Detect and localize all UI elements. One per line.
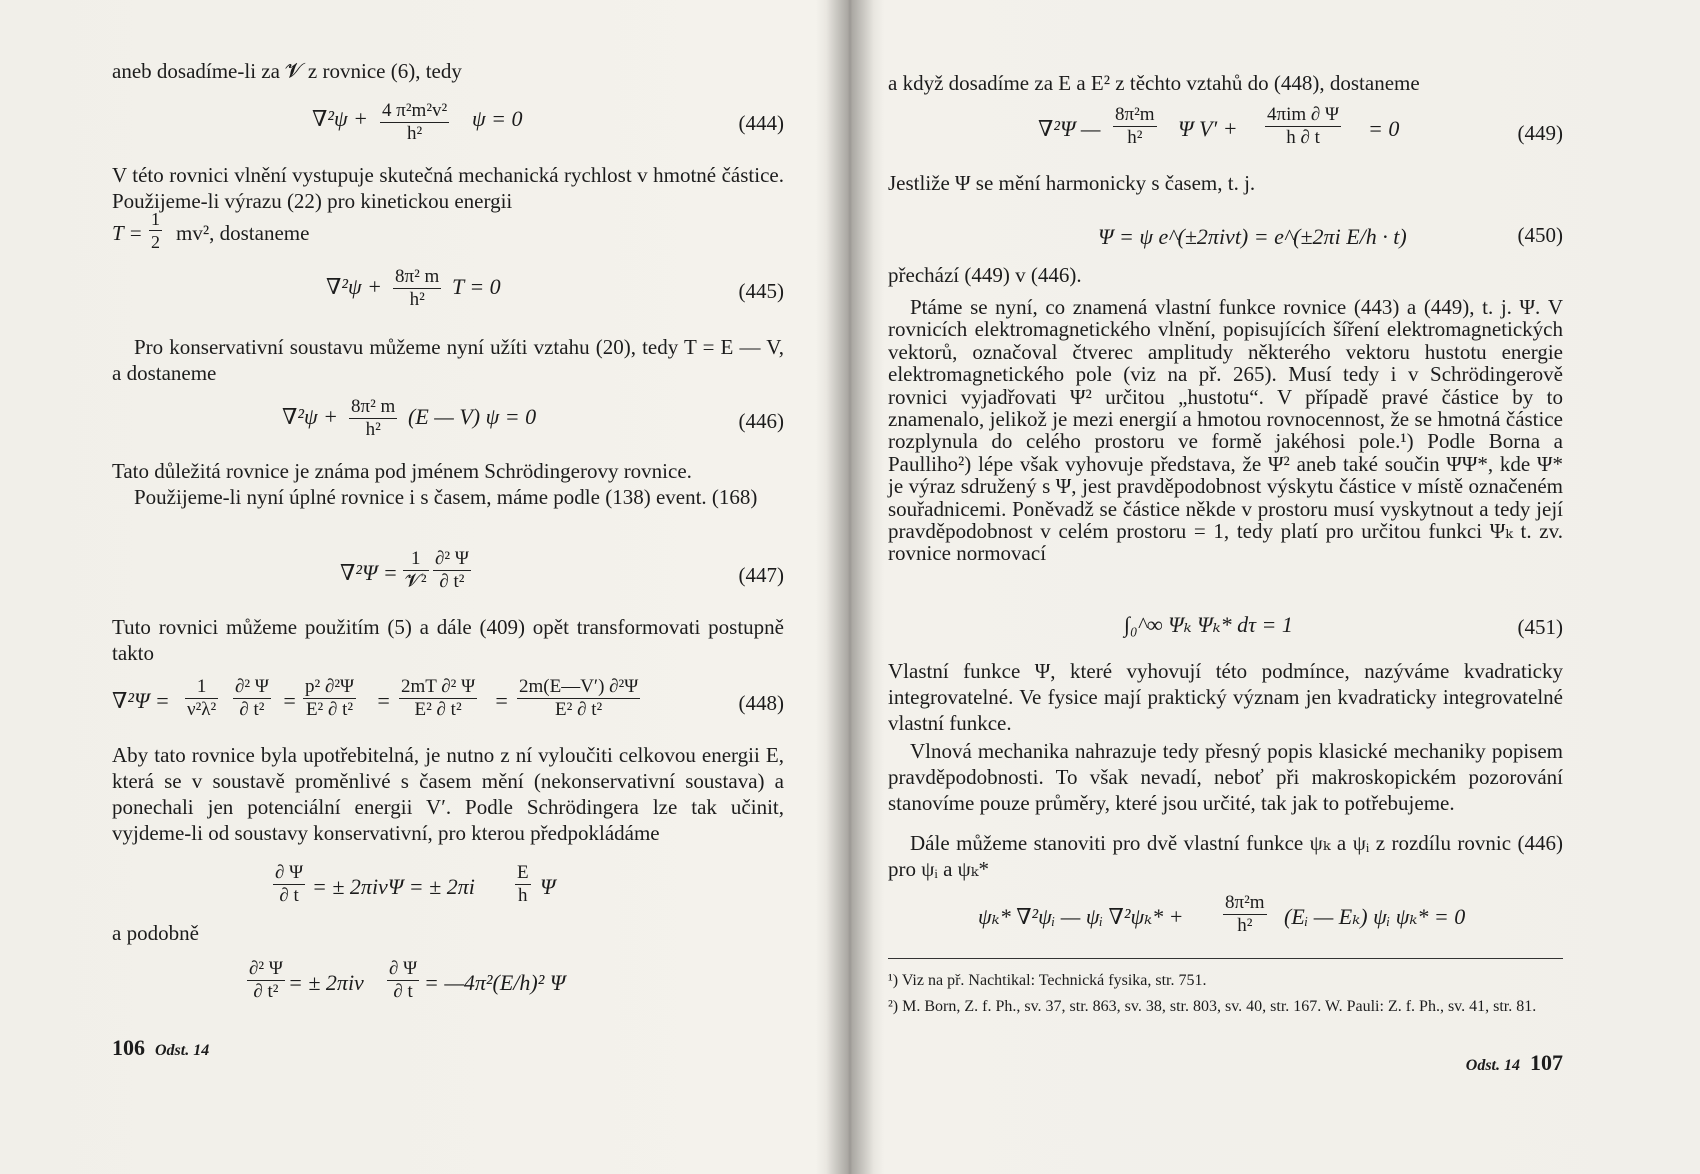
fraction <box>433 548 471 593</box>
equation-444 <box>112 100 784 144</box>
equation-lhs: ∇²ψ + <box>326 274 382 299</box>
equation-448 <box>112 676 784 720</box>
fraction-denominator: 𝓥² <box>405 571 427 592</box>
equation-number: (445) <box>738 279 784 303</box>
equation-end: = —4π²(E/h)² Ψ <box>424 970 566 995</box>
equation-difference <box>888 892 1563 936</box>
fraction-denominator: ν²λ² <box>187 699 217 720</box>
equation-lhs: ∇²ψ + <box>312 106 368 131</box>
equation-number: (444) <box>738 111 784 135</box>
fraction <box>399 676 477 721</box>
fraction <box>303 676 356 721</box>
equation-451 <box>888 604 1563 644</box>
formula-lhs: T = <box>112 221 143 245</box>
paragraph: Ptáme se nyní, co znamená vlastní funkce rovnice (443) a (449), t. j. Ψ. V rovnicích elektromagnetického vlnění, popisujících šíření elektromagnetických vektorů, označoval čtverec amplitudy některého vektoru hustotu energie elektromagnetického pole (viz na př. 265). Musí tedy i v Schrödingerově rovnici vyjadřovati Ψ² určitou „hustotu“. V případě pravé částice by to znamenalo, jelikož je mezi energií a hmotou rovnocennost, že se hmotná částice rozplynula do celého prostoru ve formě jakéhosi pole.¹) Podle Borna a Paulliho²) lépe však vyhovuje představa, že Ψ² aneb také součin ΨΨ*, kde Ψ* je výraz sdružený s Ψ, jest pravděpodobnost výskytu částice v místě označeném souřadnicemi. Poněvadž se částice někde v prostoru musí vyskytnout a tedy její pravděpodobnost v celém prostoru = 1, tedy platí pro určitou funkci Ψₖ t. zv. rovnice normovací <box>888 295 1563 566</box>
equation-rhs: = 0 <box>1368 116 1400 141</box>
fraction <box>273 862 305 907</box>
fraction-denominator: h² <box>409 289 425 310</box>
equation-number: (446) <box>738 409 784 433</box>
fraction <box>380 100 449 145</box>
fraction <box>1223 892 1267 937</box>
equation-number: (447) <box>738 563 784 587</box>
equation-449 <box>888 104 1563 148</box>
footnote: ²) M. Born, Z. f. Ph., sv. 37, str. 863, sv. 38, str. 803, sv. 40, str. 167. W. Pauli: Z. f. Ph., sv. 41, str. 81. <box>888 998 1537 1015</box>
fraction-denominator: E² ∂ t² <box>305 699 354 720</box>
fraction <box>393 266 441 311</box>
fraction-numerator: ∂² Ψ <box>249 958 283 979</box>
fraction-denominator: h² <box>1237 915 1253 936</box>
fraction-numerator: 8π² m <box>351 396 396 417</box>
equation-lhs: ∇²Ψ — <box>1038 116 1101 141</box>
page-footer <box>112 1035 219 1064</box>
fraction <box>349 396 397 441</box>
equation-rhs: T = 0 <box>452 274 501 299</box>
equation-number: (448) <box>738 691 784 715</box>
equation-lhs: ∇²Ψ = <box>112 688 170 713</box>
footnote: ¹) Viz na př. Nachtikal: Technická fysika, str. 751. <box>888 972 1207 989</box>
equation-middle: = ± 2πiν <box>288 970 364 995</box>
paragraph: Dále můžeme stanoviti pro dvě vlastní funkce ψₖ a ψᵢ z rozdílu rovnic (446) pro ψᵢ a ψₖ* <box>888 831 1563 881</box>
fraction-numerator: ∂² Ψ <box>435 548 469 569</box>
paragraph: Pro konservativní soustavu můžeme nyní užíti vztahu (20), tedy T = E — V, a dostaneme <box>112 335 784 385</box>
fraction <box>1113 104 1157 149</box>
equals-sign: = <box>376 688 391 713</box>
fraction-numerator: p² ∂²Ψ <box>305 676 355 697</box>
equation-expression: Ψ = ψ e^(±2πiνt) = e^(±2πi E/h · t) <box>1098 224 1407 249</box>
fraction-denominator: ∂ t² <box>239 699 265 720</box>
fraction-denominator: ∂ t <box>279 885 299 906</box>
paragraph: Tato důležitá rovnice je známa pod jménem Schrödingerovy rovnice. <box>112 459 692 483</box>
paragraph: Použijeme-li nyní úplné rovnice i s časem, máme podle (138) event. (168) <box>134 485 758 509</box>
fraction-denominator: h² <box>407 123 423 144</box>
fraction-numerator: 8π² m <box>395 266 440 287</box>
fraction-denominator: h² <box>1127 127 1143 148</box>
fraction-numerator: 4 π²m²v² <box>382 100 448 121</box>
fraction-numerator: 1 <box>403 548 429 571</box>
fraction-numerator: 4πim ∂ Ψ <box>1267 104 1340 125</box>
fraction-denominator: ∂ t² <box>253 981 279 1002</box>
fraction <box>387 958 419 1003</box>
equation-lhs: ψₖ* ∇²ψᵢ — ψᵢ ∇²ψₖ* + <box>978 904 1184 929</box>
fraction-numerator: 1 <box>185 676 218 699</box>
fraction <box>149 208 162 253</box>
equation-expression: ∫₀^∞ Ψₖ Ψₖ* dτ = 1 <box>1124 612 1293 637</box>
fraction <box>515 862 531 907</box>
paragraph: aneb dosadíme-li za 𝓥 z rovnice (6), tedy <box>112 59 462 83</box>
fraction-denominator: ∂ t <box>393 981 413 1002</box>
paragraph: Vlastní funkce Ψ, které vyhovují této podmínce, nazýváme kvadraticky integrovatelné. Ve fysice mají praktický význam jen kvadraticky integrovatelné vlastní funkce. <box>888 659 1563 735</box>
page-number: 106 <box>112 1035 145 1060</box>
equation-445 <box>112 266 784 310</box>
fraction <box>1265 104 1341 149</box>
page-number: 107 <box>1530 1050 1563 1075</box>
equation-rhs: (E — V) ψ = 0 <box>408 404 537 429</box>
paragraph: Jestliže Ψ se mění harmonicky s časem, t. j. <box>888 171 1256 195</box>
equation-rhs: (Eᵢ — Eₖ) ψᵢ ψₖ* = 0 <box>1284 904 1466 929</box>
section-label: Odst. 14 <box>155 1042 210 1059</box>
equation-446 <box>112 396 784 440</box>
fraction <box>403 548 429 593</box>
fraction-numerator: 1 <box>151 209 160 229</box>
fraction-numerator: 2m(E—V′) ∂²Ψ <box>519 676 639 697</box>
left-page <box>112 0 784 1174</box>
section-label: Odst. 14 <box>1465 1057 1520 1074</box>
equation-number: (449) <box>1517 121 1563 145</box>
paragraph: a podobně <box>112 921 199 945</box>
equation-middle: = ± 2πiνΨ = ± 2πi <box>312 874 475 899</box>
formula-rest: mv², dostaneme <box>176 221 310 245</box>
fraction-numerator: ∂ Ψ <box>389 958 418 979</box>
fraction-numerator: E <box>517 862 529 883</box>
paragraph: přechází (449) v (446). <box>888 263 1082 287</box>
equation-d2psi-dt2 <box>112 958 784 1002</box>
fraction-denominator: 2 <box>151 232 160 252</box>
fraction-numerator: ∂² Ψ <box>235 676 269 697</box>
fraction-numerator: 8π²m <box>1115 104 1155 125</box>
fraction <box>185 676 218 721</box>
fraction <box>247 958 285 1003</box>
equation-dpsi-dt <box>112 862 784 906</box>
paragraph: a když dosadíme za E a E² z těchto vztahů do (448), dostaneme <box>888 71 1420 95</box>
equation-end: Ψ <box>540 874 556 899</box>
page-footer <box>1456 1050 1563 1079</box>
equation-450 <box>888 214 1563 254</box>
equation-447 <box>112 548 784 592</box>
equation-middle: Ψ V′ + <box>1178 116 1238 141</box>
equation-rhs: ψ = 0 <box>472 106 523 131</box>
fraction-denominator: E² ∂ t² <box>555 699 603 720</box>
paragraph: V této rovnici vlnění vystupuje skutečná mechanická rychlost v hmotné částice. Použijeme-li výrazu (22) pro kinetickou energii <box>112 163 784 213</box>
right-page <box>888 0 1563 1174</box>
paragraph: Vlnová mechanika nahrazuje tedy přesný popis klasické mechaniky popisem pravděpodobnosti. To však nevadí, neboť při makroskopickém pozorování stanovíme pouze průměry, které jsou určité, tak jak to potřebujeme. <box>888 739 1563 815</box>
equation-lhs: ∇²Ψ = <box>340 560 398 585</box>
equals-sign: = <box>282 688 297 713</box>
equals-sign: = <box>494 688 509 713</box>
fraction <box>517 676 640 721</box>
fraction-numerator: 8π²m <box>1225 892 1265 913</box>
paragraph: Tuto rovnici můžeme použitím (5) a dále (409) opět transformovati postupně takto <box>112 615 784 665</box>
fraction-denominator: ∂ t² <box>439 571 465 592</box>
fraction-denominator: E² ∂ t² <box>414 699 462 720</box>
fraction-denominator: h <box>518 885 528 906</box>
equation-number: (451) <box>1517 615 1563 639</box>
paragraph: Aby tato rovnice byla upotřebitelná, je nutno z ní vyloučiti celkovou energii E, která se v soustavě proměnlivé s časem mění (nekonservativní soustava) a ponechali jen potenciální energii V′. Podle Schrödingera lze tak učinit, vyjdeme-li od soustavy konservativní, pro kterou předpokládáme <box>112 743 784 845</box>
book-gutter <box>826 0 874 1174</box>
fraction-denominator: h ∂ t <box>1286 127 1320 148</box>
fraction <box>233 676 271 721</box>
fraction-numerator: 2mT ∂² Ψ <box>401 676 476 697</box>
footnote-rule <box>888 958 1563 959</box>
fraction-numerator: ∂ Ψ <box>275 862 304 883</box>
fraction-denominator: h² <box>365 419 381 440</box>
equation-number: (450) <box>1517 223 1563 247</box>
equation-lhs: ∇²ψ + <box>282 404 338 429</box>
